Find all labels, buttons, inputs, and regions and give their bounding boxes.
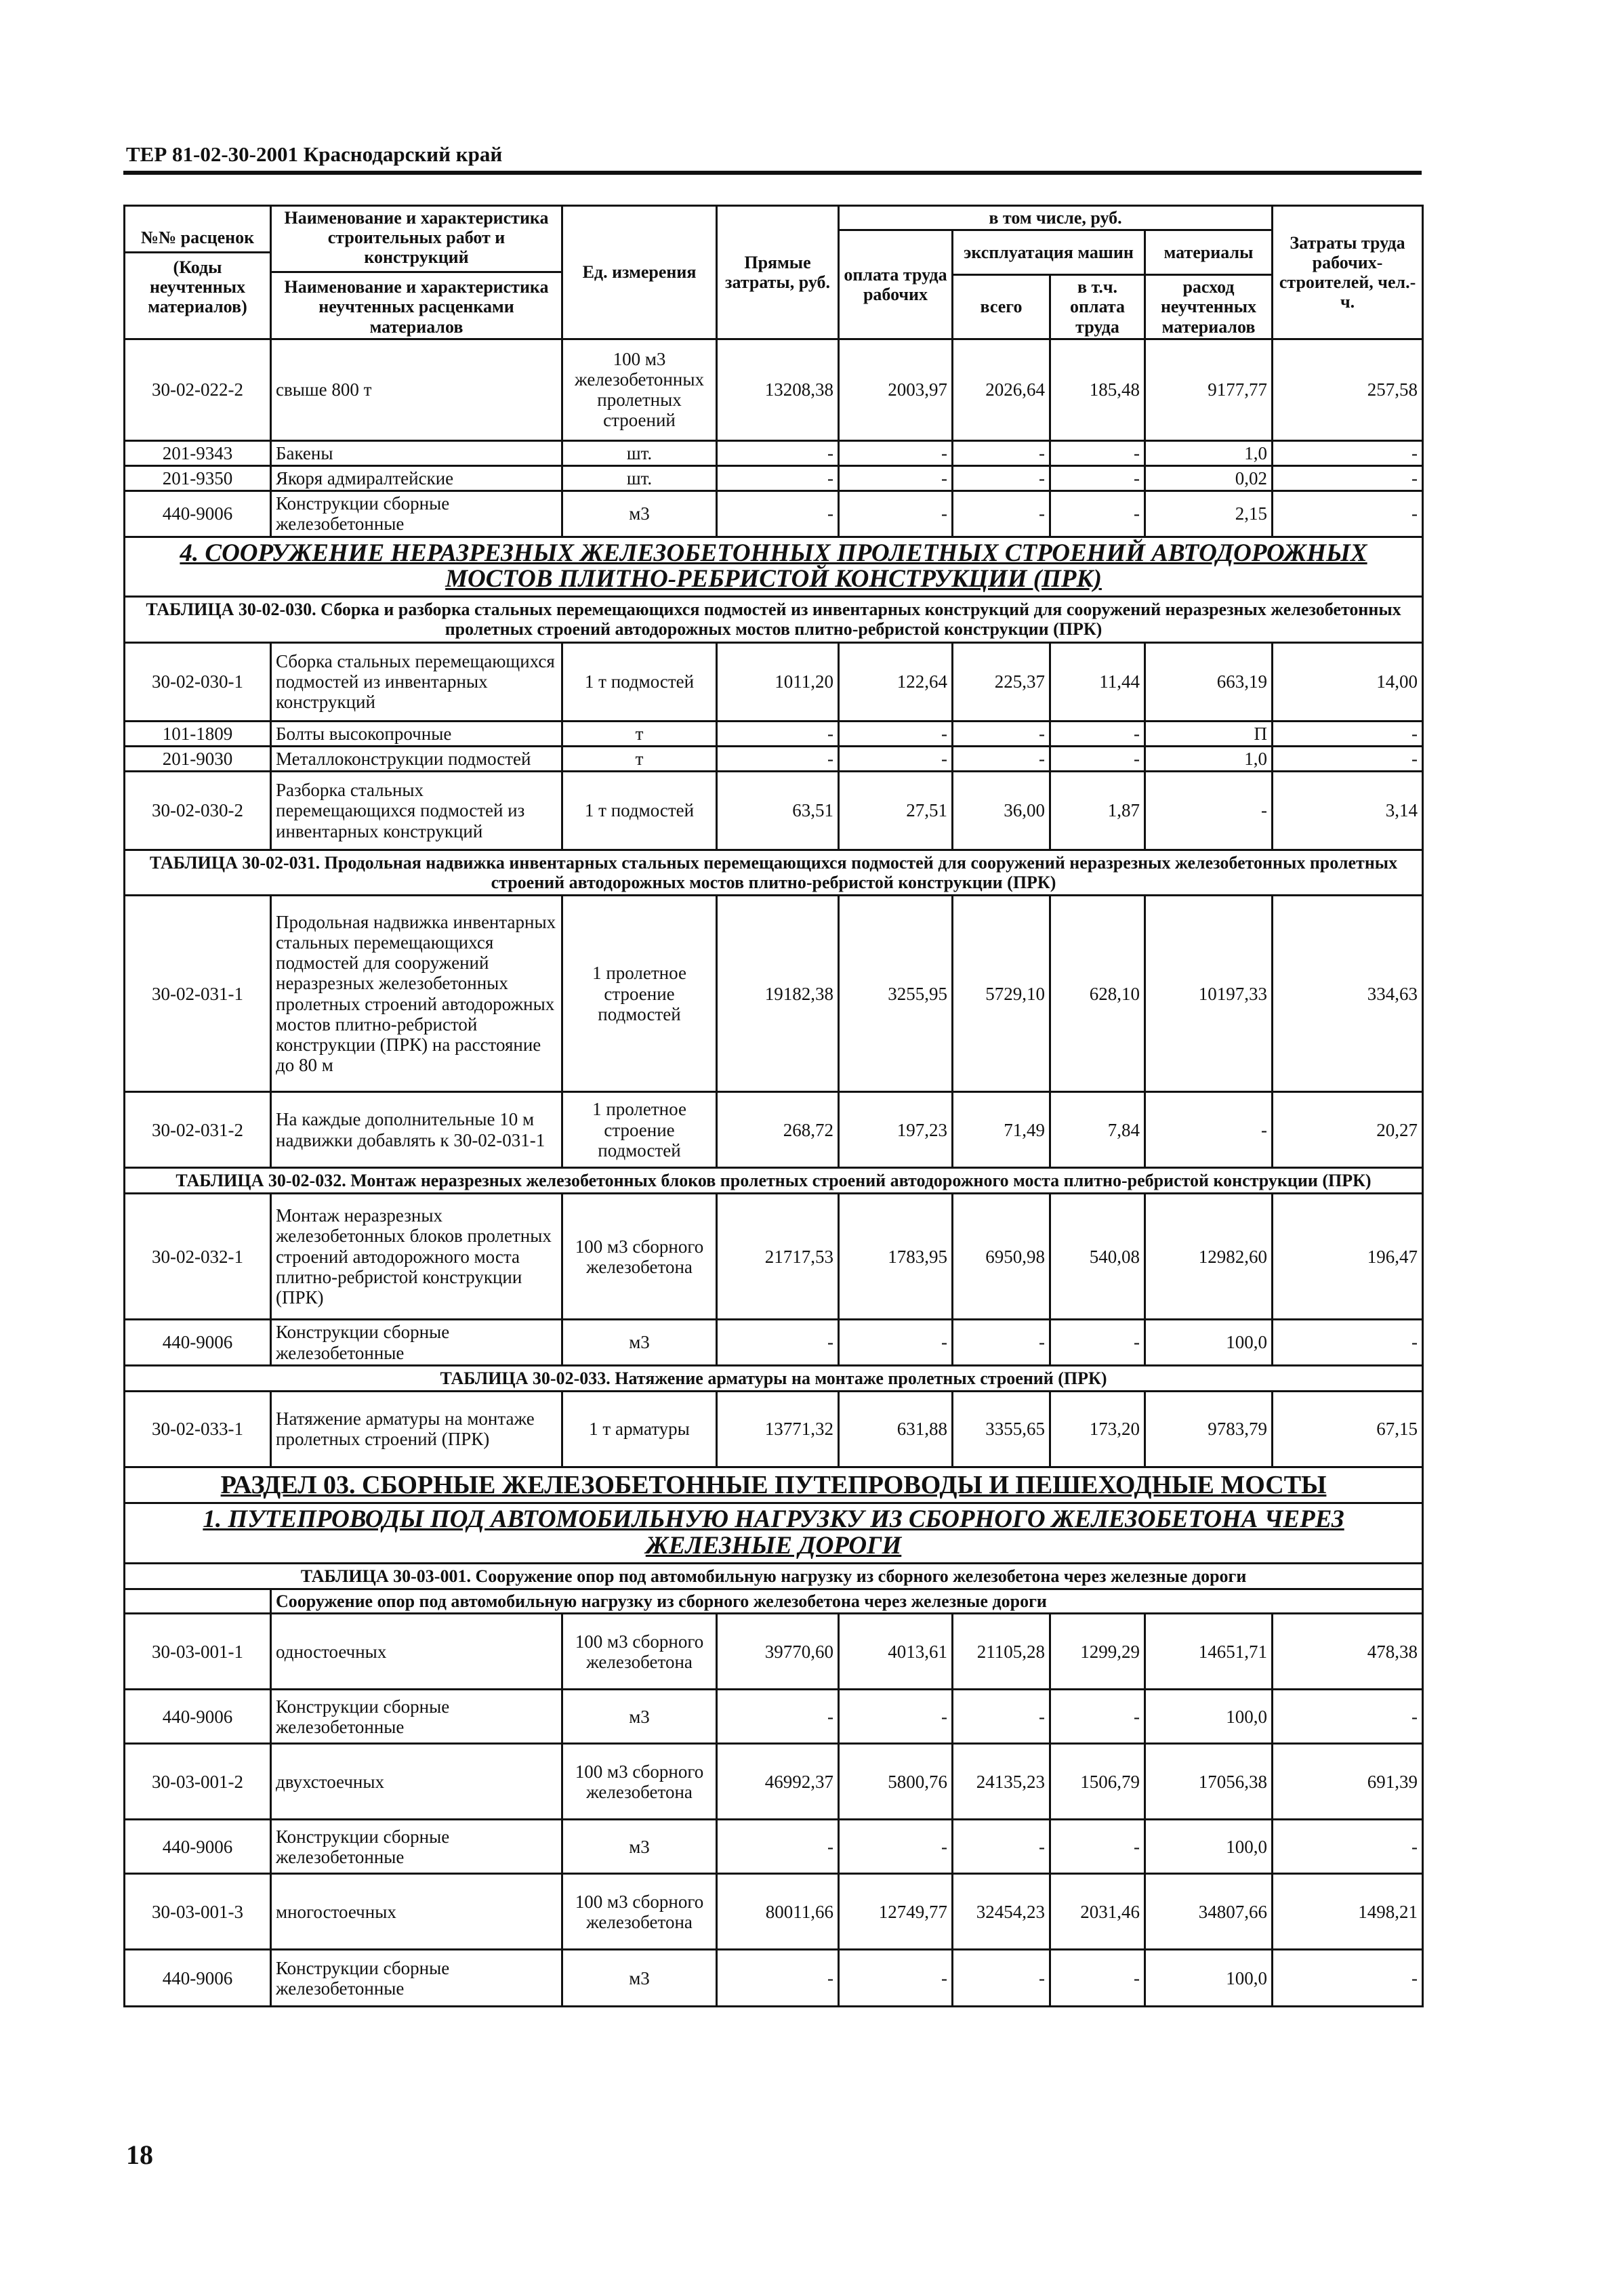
table-row: [125, 721, 1423, 746]
machines-wage-cell: -: [1050, 1690, 1145, 1744]
wage-cell: -: [839, 440, 953, 465]
code-cell: 201-9350: [125, 465, 271, 490]
labor-cell: 20,27: [1273, 1092, 1423, 1168]
machines-cell: -: [953, 746, 1050, 771]
unit-cell: м3: [562, 491, 717, 537]
machines-wage-cell: -: [1050, 465, 1145, 490]
machines-cell: 3355,65: [953, 1391, 1050, 1467]
materials-cell: 1,0: [1145, 746, 1273, 771]
wage-cell: -: [839, 1820, 953, 1874]
machines-wage-cell: 628,10: [1050, 896, 1145, 1092]
machines-cell: -: [953, 491, 1050, 537]
machines-cell: 21105,28: [953, 1614, 1050, 1690]
unit-cell: м3: [562, 1690, 717, 1744]
table-caption: ТАБЛИЦА 30-02-031. Продольная надвижка инвентарных стальных перемещающихся подмостей для сооружений неразрезных железобетонных пролетных строений автодорожных мостов плитно-ребристой конструкции (ПРК): [125, 850, 1423, 895]
materials-cell: 14651,71: [1145, 1614, 1273, 1690]
machines-cell: -: [953, 465, 1050, 490]
code-cell: 440-9006: [125, 1820, 271, 1874]
direct-cost-cell: -: [717, 1320, 839, 1365]
wage-cell: -: [839, 465, 953, 490]
table-caption-row: [125, 1168, 1423, 1194]
col-header-wage: оплата труда рабочих: [839, 230, 953, 339]
machines-cell: 71,49: [953, 1092, 1050, 1168]
table-caption: ТАБЛИЦА 30-02-033. Натяжение арматуры на монтаже пролетных строений (ПРК): [125, 1365, 1423, 1391]
code-cell: 30-02-022-2: [125, 339, 271, 440]
materials-cell: 100,0: [1145, 1690, 1273, 1744]
direct-cost-cell: -: [717, 746, 839, 771]
materials-cell: 9177,77: [1145, 339, 1273, 440]
wage-cell: 1783,95: [839, 1194, 953, 1320]
machines-cell: -: [953, 1820, 1050, 1874]
table-caption-row: [125, 1365, 1423, 1391]
machines-wage-cell: -: [1050, 1820, 1145, 1874]
unit-cell: 1 т арматуры: [562, 1391, 717, 1467]
wage-cell: 27,51: [839, 771, 953, 850]
machines-wage-cell: 1,87: [1050, 771, 1145, 850]
unit-cell: т: [562, 746, 717, 771]
col-header-incl-wage: в т.ч. оплата труда: [1050, 275, 1145, 339]
table-row: [125, 746, 1423, 771]
col-header-unaccounted: расход неучтенных материалов: [1145, 275, 1273, 339]
direct-cost-cell: 80011,66: [717, 1874, 839, 1950]
materials-cell: 100,0: [1145, 1950, 1273, 2007]
wage-cell: -: [839, 1950, 953, 2007]
rates-table: [123, 205, 1424, 2007]
materials-cell: 1,0: [1145, 440, 1273, 465]
materials-cell: 9783,79: [1145, 1391, 1273, 1467]
col-header-incl: в том числе, руб.: [839, 206, 1273, 230]
direct-cost-cell: 13208,38: [717, 339, 839, 440]
machines-wage-cell: -: [1050, 746, 1145, 771]
labor-cell: 3,14: [1273, 771, 1423, 850]
materials-cell: -: [1145, 771, 1273, 850]
code-cell: 201-9030: [125, 746, 271, 771]
direct-cost-cell: 268,72: [717, 1092, 839, 1168]
direct-cost-cell: -: [717, 1690, 839, 1744]
unit-cell: 100 м3 сборного железобетона: [562, 1744, 717, 1820]
code-cell: 30-02-031-2: [125, 1092, 271, 1168]
subsection-heading: 1. ПУТЕПРОВОДЫ ПОД АВТОМОБИЛЬНУЮ НАГРУЗКУ ИЗ СБОРНОГО ЖЕЛЕЗОБЕТОНА ЧЕРЕЗ ЖЕЛЕЗНЫЕ ДОРОГИ: [125, 1503, 1423, 1564]
materials-cell: 0,02: [1145, 465, 1273, 490]
wage-cell: 4013,61: [839, 1614, 953, 1690]
table-caption-row: [125, 850, 1423, 895]
col-header-code: №№ расценок (Коды неучтенных материалов): [125, 206, 271, 339]
direct-cost-cell: 39770,60: [717, 1614, 839, 1690]
table-row: [125, 1391, 1423, 1467]
table-row: [125, 339, 1423, 440]
labor-cell: -: [1273, 1690, 1423, 1744]
table-row: [125, 1320, 1423, 1365]
code-cell: 201-9343: [125, 440, 271, 465]
machines-cell: 225,37: [953, 642, 1050, 721]
labor-cell: 1498,21: [1273, 1874, 1423, 1950]
name-cell: одностоечных: [271, 1614, 562, 1690]
code-cell: 30-02-032-1: [125, 1194, 271, 1320]
table-caption-row: [125, 1564, 1423, 1589]
code-cell: 30-02-031-1: [125, 896, 271, 1092]
machines-wage-cell: -: [1050, 721, 1145, 746]
wage-cell: 2003,97: [839, 339, 953, 440]
direct-cost-cell: 63,51: [717, 771, 839, 850]
name-cell: Конструкции сборные железобетонные: [271, 1950, 562, 2007]
materials-cell: 10197,33: [1145, 896, 1273, 1092]
labor-cell: -: [1273, 491, 1423, 537]
direct-cost-cell: 19182,38: [717, 896, 839, 1092]
machines-wage-cell: -: [1050, 440, 1145, 465]
labor-cell: -: [1273, 1320, 1423, 1365]
materials-cell: 100,0: [1145, 1820, 1273, 1874]
labor-cell: -: [1273, 465, 1423, 490]
col-header-machines: эксплуатация машин: [953, 230, 1145, 275]
direct-cost-cell: -: [717, 1950, 839, 2007]
name-cell: многостоечных: [271, 1874, 562, 1950]
direct-cost-cell: 21717,53: [717, 1194, 839, 1320]
table-row: [125, 1690, 1423, 1744]
table-caption: ТАБЛИЦА 30-02-032. Монтаж неразрезных железобетонных блоков пролетных строений автодорожного моста плитно-ребристой конструкции (ПРК): [125, 1168, 1423, 1194]
code-cell: 440-9006: [125, 491, 271, 537]
header-rule: [123, 171, 1422, 175]
machines-cell: 5729,10: [953, 896, 1050, 1092]
unit-cell: 1 т подмостей: [562, 642, 717, 721]
table-subcaption: Сооружение опор под автомобильную нагрузку из сборного железобетона через железные дороги: [271, 1589, 1423, 1614]
machines-wage-cell: 1506,79: [1050, 1744, 1145, 1820]
code-cell: 440-9006: [125, 1950, 271, 2007]
code-cell: 30-03-001-2: [125, 1744, 271, 1820]
table-row: [125, 771, 1423, 850]
table-row: [125, 1874, 1423, 1950]
machines-wage-cell: -: [1050, 1950, 1145, 2007]
unit-cell: 100 м3 железобетонных пролетных строений: [562, 339, 717, 440]
unit-cell: 1 пролетное строение подмостей: [562, 896, 717, 1092]
table-row: [125, 1820, 1423, 1874]
subsection-heading: 4. СООРУЖЕНИЕ НЕРАЗРЕЗНЫХ ЖЕЛЕЗОБЕТОННЫХ ПРОЛЕТНЫХ СТРОЕНИЙ АВТОДОРОЖНЫХ МОСТОВ ПЛИТНО-РЕБРИСТОЙ КОНСТРУКЦИИ (ПРК): [125, 537, 1423, 597]
col-header-total: всего: [953, 275, 1050, 339]
table-row: [125, 1950, 1423, 2007]
name-cell: Продольная надвижка инвентарных стальных перемещающихся подмостей для сооружений неразрезных железобетонных пролетных строений автодорожных мостов плитно-ребристой конструкции (ПРК) на расстояние до 80 м: [271, 896, 562, 1092]
machines-cell: 6950,98: [953, 1194, 1050, 1320]
machines-cell: 2026,64: [953, 339, 1050, 440]
materials-cell: 17056,38: [1145, 1744, 1273, 1820]
unit-cell: шт.: [562, 440, 717, 465]
wage-cell: -: [839, 721, 953, 746]
machines-wage-cell: -: [1050, 1320, 1145, 1365]
code-cell: 440-9006: [125, 1690, 271, 1744]
subsection-row: [125, 537, 1423, 597]
page-number: 18: [126, 2140, 153, 2170]
table-row: [125, 465, 1423, 490]
labor-cell: 14,00: [1273, 642, 1423, 721]
unit-cell: 1 пролетное строение подмостей: [562, 1092, 717, 1168]
wage-cell: 631,88: [839, 1391, 953, 1467]
direct-cost-cell: -: [717, 491, 839, 537]
labor-cell: -: [1273, 746, 1423, 771]
name-cell: Сборка стальных перемещающихся подмостей из инвентарных конструкций: [271, 642, 562, 721]
name-cell: Разборка стальных перемещающихся подмостей из инвентарных конструкций: [271, 771, 562, 850]
machines-wage-cell: 540,08: [1050, 1194, 1145, 1320]
labor-cell: 334,63: [1273, 896, 1423, 1092]
name-cell: Конструкции сборные железобетонные: [271, 491, 562, 537]
table-row: [125, 440, 1423, 465]
unit-cell: 100 м3 сборного железобетона: [562, 1194, 717, 1320]
labor-cell: 67,15: [1273, 1391, 1423, 1467]
labor-cell: -: [1273, 440, 1423, 465]
machines-cell: -: [953, 1950, 1050, 2007]
name-cell: свыше 800 т: [271, 339, 562, 440]
page-header-title: ТЕР 81-02-30-2001 Краснодарский край: [126, 142, 503, 166]
name-cell: двухстоечных: [271, 1744, 562, 1820]
machines-wage-cell: 2031,46: [1050, 1874, 1145, 1950]
name-cell: Якоря адмиралтейские: [271, 465, 562, 490]
labor-cell: -: [1273, 1820, 1423, 1874]
machines-cell: -: [953, 1320, 1050, 1365]
name-cell: Болты высокопрочные: [271, 721, 562, 746]
name-cell: Конструкции сборные железобетонные: [271, 1820, 562, 1874]
machines-cell: 36,00: [953, 771, 1050, 850]
unit-cell: шт.: [562, 465, 717, 490]
code-cell: 30-02-033-1: [125, 1391, 271, 1467]
machines-wage-cell: -: [1050, 491, 1145, 537]
direct-cost-cell: -: [717, 721, 839, 746]
col-header-materials: материалы: [1145, 230, 1273, 275]
wage-cell: 5800,76: [839, 1744, 953, 1820]
unit-cell: м3: [562, 1320, 717, 1365]
wage-cell: -: [839, 491, 953, 537]
materials-cell: -: [1145, 1092, 1273, 1168]
wage-cell: 3255,95: [839, 896, 953, 1092]
col-header-unit: Ед. измерения: [562, 206, 717, 339]
name-cell: Натяжение арматуры на монтаже пролетных строений (ПРК): [271, 1391, 562, 1467]
name-cell: На каждые дополнительные 10 м надвижки добавлять к 30-02-031-1: [271, 1092, 562, 1168]
materials-cell: 2,15: [1145, 491, 1273, 537]
wage-cell: -: [839, 1690, 953, 1744]
machines-wage-cell: 173,20: [1050, 1391, 1145, 1467]
name-cell: Металлоконструкции подмостей: [271, 746, 562, 771]
col-header-labor: Затраты труда рабочих-строителей, чел.-ч.: [1273, 206, 1423, 339]
wage-cell: 12749,77: [839, 1874, 953, 1950]
name-cell: Монтаж неразрезных железобетонных блоков пролетных строений автодорожного моста плитно-ребристой конструкции (ПРК): [271, 1194, 562, 1320]
table-subcaption-row: [125, 1589, 1423, 1614]
labor-cell: 196,47: [1273, 1194, 1423, 1320]
header-row-1: [125, 206, 1423, 230]
unit-cell: м3: [562, 1950, 717, 2007]
materials-cell: 34807,66: [1145, 1874, 1273, 1950]
materials-cell: 12982,60: [1145, 1194, 1273, 1320]
machines-cell: -: [953, 440, 1050, 465]
unit-cell: 100 м3 сборного железобетона: [562, 1614, 717, 1690]
labor-cell: -: [1273, 1950, 1423, 2007]
machines-cell: -: [953, 1690, 1050, 1744]
machines-cell: -: [953, 721, 1050, 746]
subsection-row: [125, 1503, 1423, 1564]
unit-cell: 1 т подмостей: [562, 771, 717, 850]
table-caption: ТАБЛИЦА 30-02-030. Сборка и разборка стальных перемещающихся подмостей из инвентарных конструкций для сооружений неразрезных железобетонных пролетных строений автодорожных мостов плитно-ребристой конструкции (ПРК): [125, 597, 1423, 642]
col-header-name: Наименование и характеристика строительных работ и конструкций Наименование и характеристика неучтенных расценками материалов: [271, 206, 562, 339]
direct-cost-cell: -: [717, 1820, 839, 1874]
table-caption: ТАБЛИЦА 30-03-001. Сооружение опор под автомобильную нагрузку из сборного железобетона через железные дороги: [125, 1564, 1423, 1589]
table-row: [125, 642, 1423, 721]
code-cell: 30-03-001-3: [125, 1874, 271, 1950]
code-cell: 101-1809: [125, 721, 271, 746]
name-cell: Конструкции сборные железобетонные: [271, 1690, 562, 1744]
section-heading: РАЗДЕЛ 03. СБОРНЫЕ ЖЕЛЕЗОБЕТОННЫЕ ПУТЕПРОВОДЫ И ПЕШЕХОДНЫЕ МОСТЫ: [125, 1467, 1423, 1503]
table-caption-row: [125, 597, 1423, 642]
machines-wage-cell: 185,48: [1050, 339, 1145, 440]
name-cell: Бакены: [271, 440, 562, 465]
wage-cell: -: [839, 1320, 953, 1365]
labor-cell: 691,39: [1273, 1744, 1423, 1820]
machines-cell: 32454,23: [953, 1874, 1050, 1950]
machines-wage-cell: 7,84: [1050, 1092, 1145, 1168]
table-row: [125, 1614, 1423, 1690]
direct-cost-cell: -: [717, 440, 839, 465]
code-cell: 30-02-030-1: [125, 642, 271, 721]
code-cell: 30-02-030-2: [125, 771, 271, 850]
direct-cost-cell: -: [717, 465, 839, 490]
table-row: [125, 1744, 1423, 1820]
wage-cell: -: [839, 746, 953, 771]
section-row: [125, 1467, 1423, 1503]
direct-cost-cell: 46992,37: [717, 1744, 839, 1820]
unit-cell: 100 м3 сборного железобетона: [562, 1874, 717, 1950]
code-cell: 440-9006: [125, 1320, 271, 1365]
labor-cell: 478,38: [1273, 1614, 1423, 1690]
machines-cell: 24135,23: [953, 1744, 1050, 1820]
table-row: [125, 1092, 1423, 1168]
direct-cost-cell: 13771,32: [717, 1391, 839, 1467]
direct-cost-cell: 1011,20: [717, 642, 839, 721]
materials-cell: П: [1145, 721, 1273, 746]
labor-cell: -: [1273, 721, 1423, 746]
machines-wage-cell: 1299,29: [1050, 1614, 1145, 1690]
unit-cell: т: [562, 721, 717, 746]
table-row: [125, 896, 1423, 1092]
name-cell: Конструкции сборные железобетонные: [271, 1320, 562, 1365]
table-row: [125, 491, 1423, 537]
table-row: [125, 1194, 1423, 1320]
materials-cell: 663,19: [1145, 642, 1273, 721]
materials-cell: 100,0: [1145, 1320, 1273, 1365]
machines-wage-cell: 11,44: [1050, 642, 1145, 721]
labor-cell: 257,58: [1273, 339, 1423, 440]
code-cell: 30-03-001-1: [125, 1614, 271, 1690]
wage-cell: 122,64: [839, 642, 953, 721]
unit-cell: м3: [562, 1820, 717, 1874]
wage-cell: 197,23: [839, 1092, 953, 1168]
col-header-direct: Прямые затраты, руб.: [717, 206, 839, 339]
